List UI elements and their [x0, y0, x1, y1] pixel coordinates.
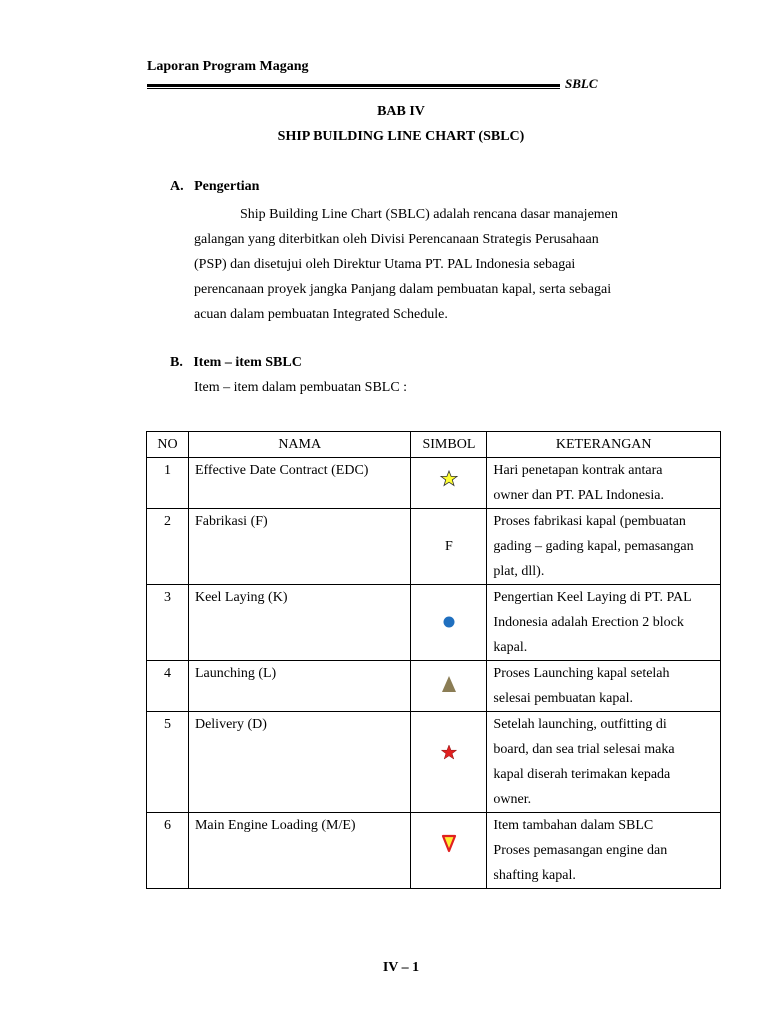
chapter-title: SHIP BUILDING LINE CHART (SBLC) [277, 129, 525, 144]
row-simbol [411, 509, 487, 585]
keterangan-line: owner. [493, 792, 532, 807]
red-star-icon [439, 712, 459, 812]
keterangan-line: kapal diserah terimakan kepada [493, 767, 671, 782]
row-simbol [411, 661, 487, 712]
row-simbol [411, 585, 487, 661]
row-keterangan [487, 509, 721, 585]
keterangan-line: gading – gading kapal, pemasangan [493, 539, 694, 554]
section-b-intro: Item – item dalam pembuatan SBLC : [194, 380, 408, 395]
header-title: Laporan Program Magang [147, 59, 309, 74]
keterangan-line: owner dan PT. PAL Indonesia. [493, 488, 664, 503]
row-nama: Effective Date Contract (EDC) [188, 458, 410, 509]
row-simbol [411, 458, 487, 509]
row-simbol [411, 712, 487, 813]
row-nama: Launching (L) [188, 661, 410, 712]
table-row [147, 712, 721, 813]
keterangan-line: Pengertian Keel Laying di PT. PAL [493, 590, 692, 605]
keterangan-line: selesai pembuatan kapal. [493, 691, 633, 706]
header-rule [147, 84, 560, 89]
row-no: 3 [147, 585, 189, 661]
page-number: IV – 1 [382, 960, 420, 975]
section-b-heading: B. Item – item SBLC [170, 355, 302, 370]
table-row [147, 585, 721, 661]
down-triangle-icon [439, 813, 459, 888]
row-keterangan [487, 661, 721, 712]
row-keterangan [487, 585, 721, 661]
row-no: 5 [147, 712, 189, 813]
table-header-row [147, 432, 721, 458]
header-simbol: SIMBOL [411, 432, 487, 458]
row-keterangan [487, 712, 721, 813]
paragraph-line: acuan dalam pembuatan Integrated Schedule. [194, 307, 448, 322]
table-row [147, 509, 721, 585]
blue-circle-icon [439, 585, 459, 660]
table-row [147, 813, 721, 889]
row-nama: Fabrikasi (F) [188, 509, 410, 585]
header-no: NO [147, 432, 189, 458]
paragraph-line: (PSP) dan disetujui oleh Direktur Utama PT. PAL Indonesia sebagai [194, 257, 576, 272]
section-a-heading: A. Pengertian [170, 179, 260, 194]
fabrikasi-symbol: F [445, 539, 453, 554]
row-no: 2 [147, 509, 189, 585]
row-simbol [411, 813, 487, 889]
sblc-item-table [146, 431, 721, 889]
header-nama: NAMA [188, 432, 410, 458]
keterangan-line: Proses pemasangan engine dan [493, 843, 668, 858]
row-nama: Main Engine Loading (M/E) [188, 813, 410, 889]
olive-triangle-icon [439, 661, 459, 711]
row-keterangan [487, 813, 721, 889]
table-row [147, 661, 721, 712]
keterangan-line: Proses Launching kapal setelah [493, 666, 670, 681]
row-no: 1 [147, 458, 189, 509]
keterangan-line: board, dan sea trial selesai maka [493, 742, 675, 757]
section-a-paragraph [194, 202, 714, 327]
keterangan-line: Setelah launching, outfitting di [493, 717, 667, 732]
keterangan-line: Item tambahan dalam SBLC [493, 818, 654, 833]
row-no: 4 [147, 661, 189, 712]
paragraph-line: perencanaan proyek jangka Panjang dalam pembuatan kapal, serta sebagai [194, 282, 612, 297]
keterangan-line: Indonesia adalah Erection 2 block [493, 615, 684, 630]
row-no: 6 [147, 813, 189, 889]
keterangan-line: Proses fabrikasi kapal (pembuatan [493, 514, 686, 529]
row-nama: Keel Laying (K) [188, 585, 410, 661]
paragraph-line: Ship Building Line Chart (SBLC) adalah rencana dasar manajemen [240, 207, 618, 222]
keterangan-line: plat, dll). [493, 564, 545, 579]
paragraph-line: galangan yang diterbitkan oleh Divisi Perencanaan Strategis Perusahaan [194, 232, 599, 247]
chapter-number: BAB IV [377, 104, 425, 119]
keterangan-line: Hari penetapan kontrak antara [493, 463, 663, 478]
header-keterangan: KETERANGAN [487, 432, 721, 458]
header-tag: SBLC [565, 76, 598, 91]
row-nama: Delivery (D) [188, 712, 410, 813]
keterangan-line: kapal. [493, 640, 528, 655]
yellow-star-icon [439, 458, 459, 508]
keterangan-line: shafting kapal. [493, 868, 576, 883]
row-keterangan [487, 458, 721, 509]
table-row [147, 458, 721, 509]
